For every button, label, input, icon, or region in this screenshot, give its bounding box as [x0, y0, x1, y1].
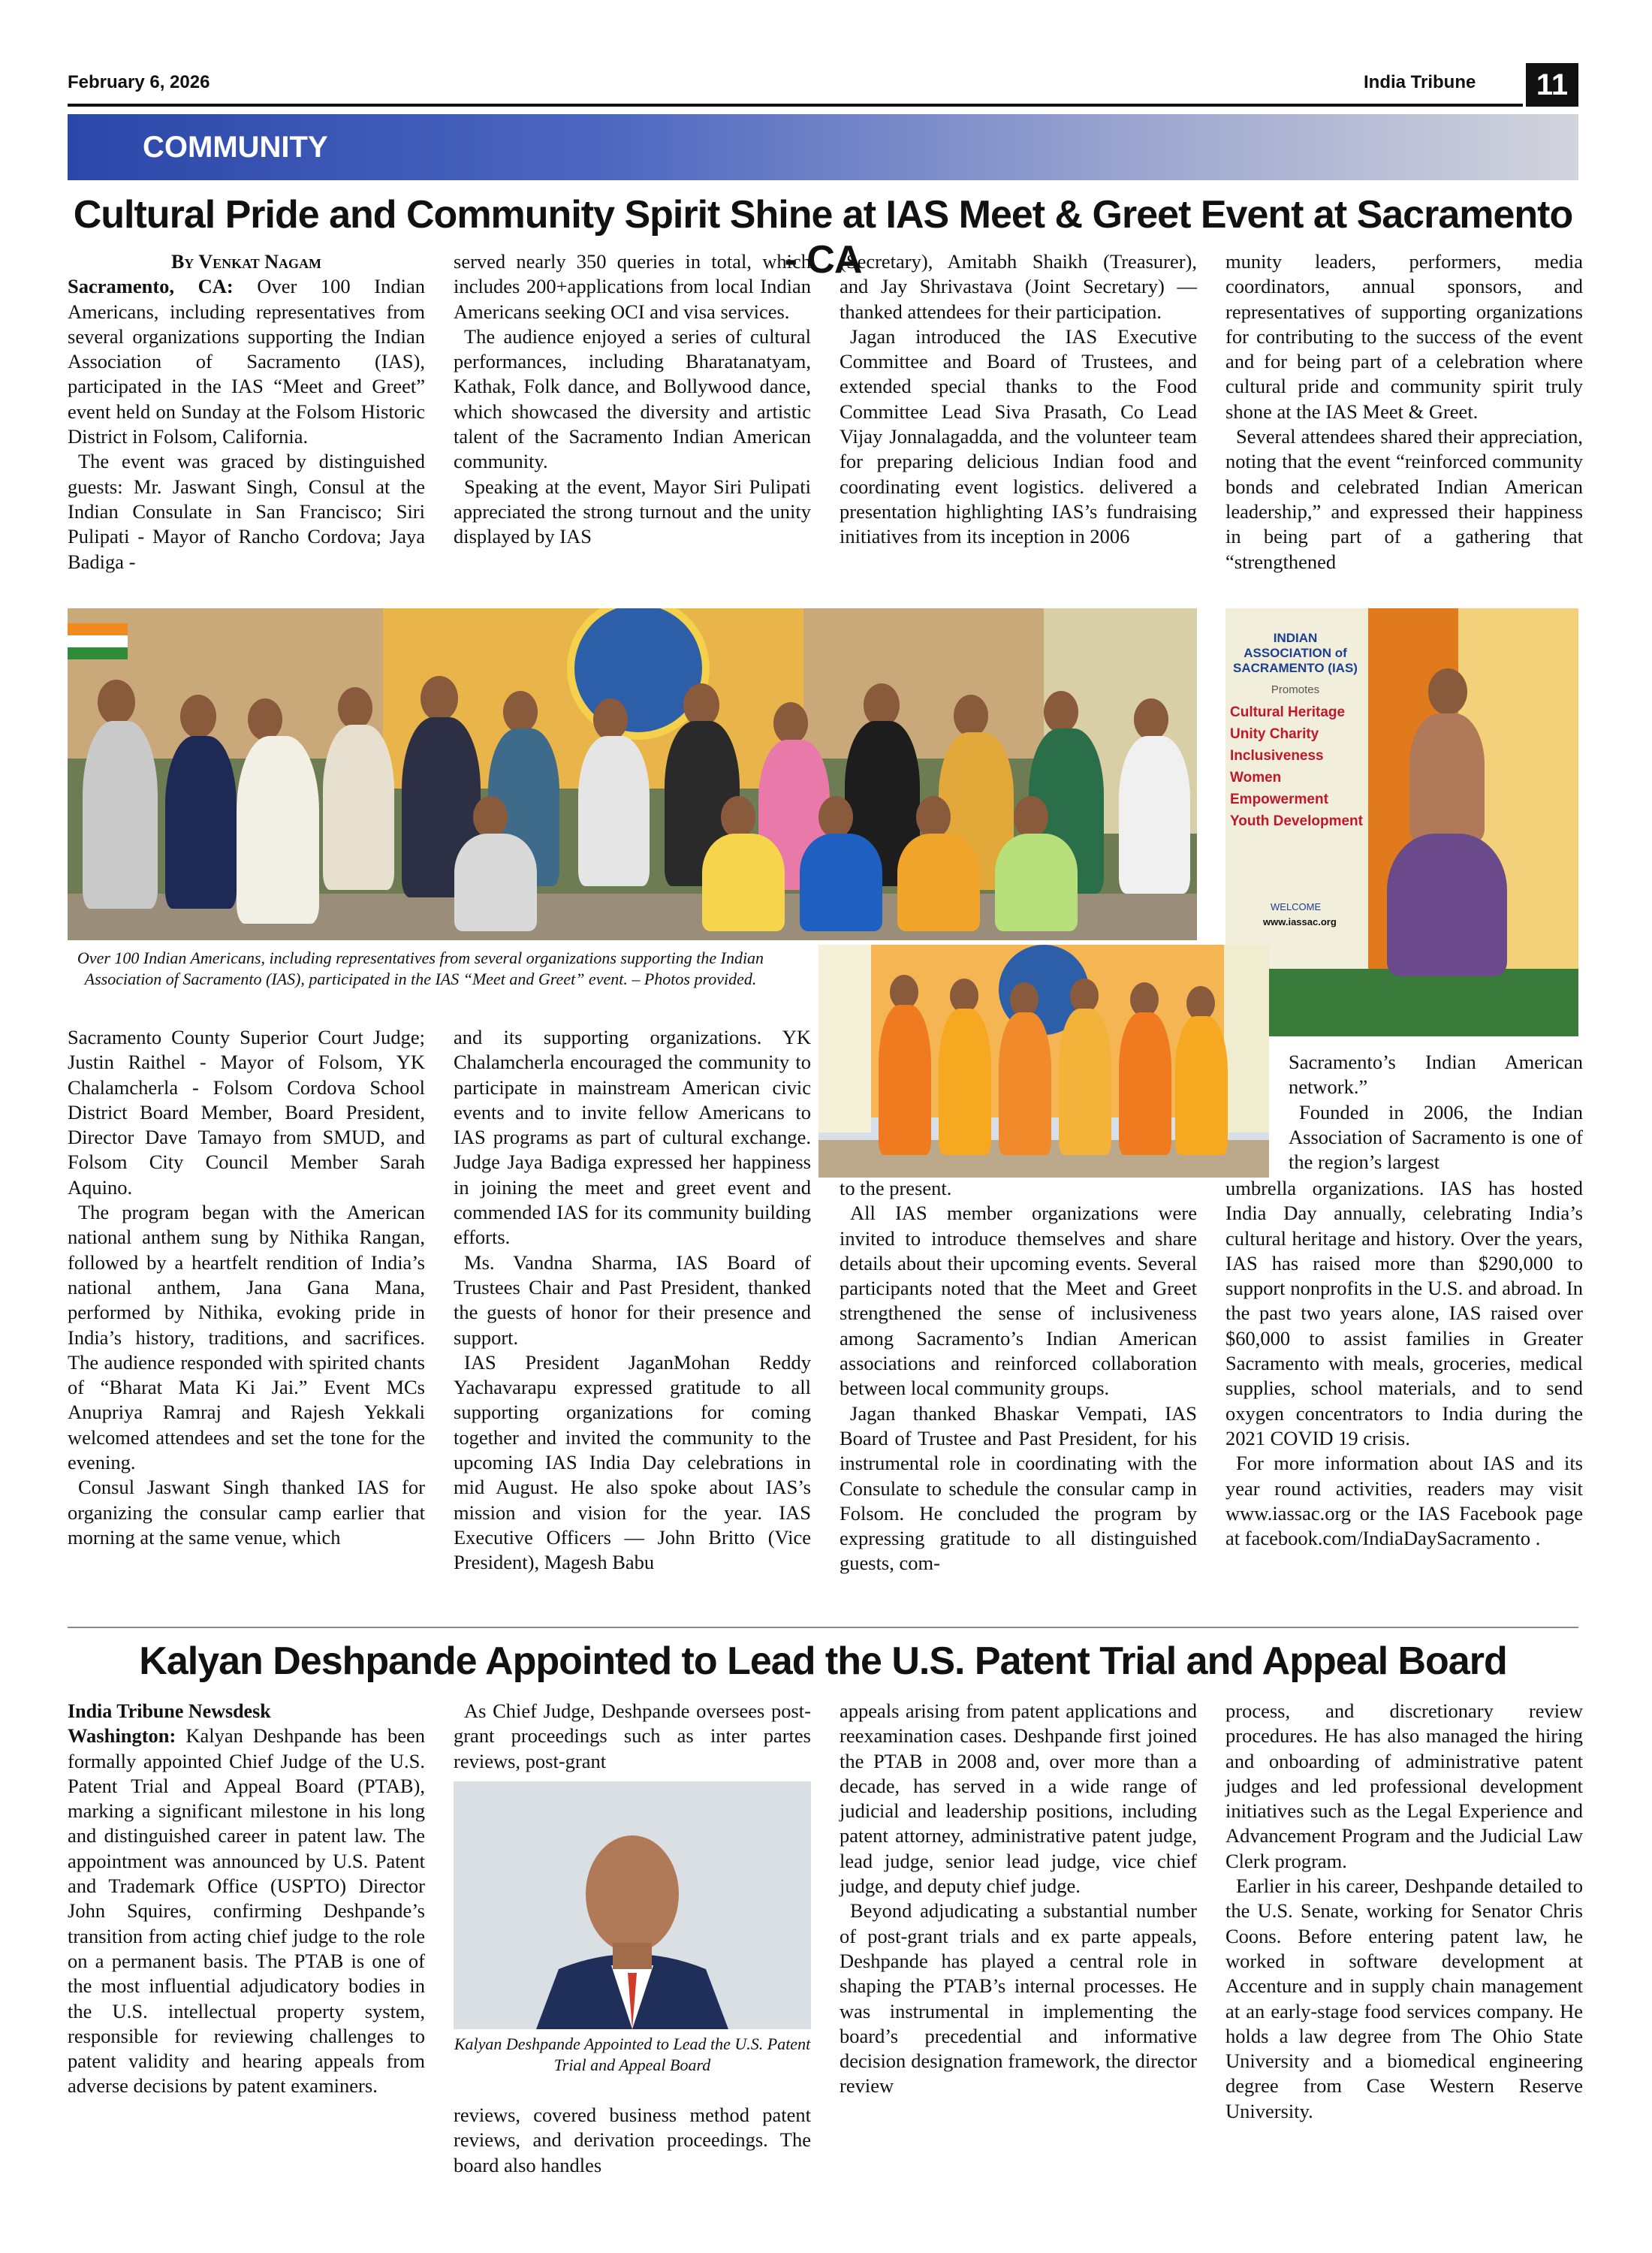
paragraph-text: The audience enjoyed a series of cultural performances, including Bharatanatyam, Kathak, Folk dance, and Bollywood dance, which showcased the diversity and artistic talent of the Sacramento Indian American community.: [454, 324, 811, 473]
issue-date: February 6, 2026: [68, 72, 210, 92]
paragraph-text: process, and discretionary review procedures. He has also managed the hiring and onboarding of administrative patent judges and led professional development initiatives such as the Legal Experience and Advancement Program and the Judicial Law Clerk program.: [1225, 1700, 1583, 1872]
dateline: Washington:: [68, 1724, 176, 1748]
paragraph-text: served nearly 350 queries in total, which includes 200+applications from local Indian Americans seeking OCI and visa services.: [454, 250, 811, 323]
banner-site: www.iassac.org: [1263, 916, 1337, 927]
paragraph: [840, 1401, 1197, 1576]
paragraph-text: to the present.: [840, 1177, 952, 1199]
article1-col4-wrap: [1289, 1050, 1583, 1175]
paragraph: [68, 1475, 425, 1550]
paragraph: [1289, 1100, 1583, 1175]
article1-col3: [840, 249, 1197, 550]
article1-col1: [68, 249, 425, 575]
group-photo-caption: Over 100 Indian Americans, including representatives from several organizations supporting the Indian Association of Sacramento (IAS), participated in the IAS “Meet and Greet” event. – Photos provided.: [77, 949, 764, 988]
article1-col1-lower: [68, 1025, 425, 1550]
article2-col1: [68, 1699, 425, 2099]
paragraph: [68, 1724, 425, 2098]
paragraph: [1225, 1699, 1583, 1874]
dancer-photo: [1225, 608, 1578, 1036]
paragraph: [68, 1025, 425, 1200]
paragraph: [454, 324, 811, 475]
paragraph-text: Several attendees shared their appreciation, noting that the event “reinforced community bonds and celebrated Indian American leadership,” and expressed their happiness in being part of a gathering that “strengthened: [1225, 425, 1583, 573]
article1-col2-lower: [454, 1025, 811, 1576]
paragraph-text: and its supporting organizations. YK Chalamcherla encouraged the community to participate in mainstream American civic events and to invite fellow Americans to IAS programs as part of cultural exchange. Judge Jaya Badiga expressed her happiness in joining the meet and greet event and commended IAS for its community building efforts.: [454, 1026, 811, 1249]
paragraph-text: Founded in 2006, the Indian Association of Sacramento is one of the region’s largest: [1289, 1100, 1583, 1174]
paragraph-text: The event was graced by distinguished guests: Mr. Jaswant Singh, Consul at the Indian Consulate in San Francisco; Siri Pulipati - Mayor of Rancho Cordova; Jaya Badiga -: [68, 450, 425, 573]
paragraph-text: Speaking at the event, Mayor Siri Pulipati appreciated the strong turnout and the unity displayed by IAS: [454, 475, 811, 548]
dancers-group-photo: [818, 945, 1269, 1178]
paragraph: [454, 1699, 811, 1774]
publication-name: India Tribune: [1364, 72, 1476, 92]
banner-value: Women Empowerment: [1230, 770, 1328, 807]
dateline: Sacramento, CA:: [68, 275, 234, 298]
paragraph: [454, 1350, 811, 1576]
paragraph: [68, 1200, 425, 1475]
paragraph-text: reviews, covered business method patent reviews, and derivation proceedings. The board also handles: [454, 2104, 811, 2176]
portrait-illustration: [454, 1781, 811, 2029]
paragraph-text: All IAS member organizations were invited to introduce themselves and share details about their upcoming events. Several participants noted that the Meet and Greet strengthened the sense of inclusiveness among Sacramento’s Indian American associations and reinforced collaboration between local community groups.: [840, 1202, 1197, 1400]
group-photo: [68, 608, 1197, 940]
article-divider: [68, 1627, 1578, 1628]
paragraph-text: Consul Jaswant Singh thanked IAS for organizing the consular camp earlier that morning at the same venue, which: [68, 1476, 425, 1549]
paragraph: [68, 274, 425, 449]
paragraph: [840, 1201, 1197, 1401]
article2-col4: [1225, 1699, 1583, 2124]
paragraph: [840, 324, 1197, 550]
paragraph: [454, 1250, 811, 1350]
paragraph-text: Jagan thanked Bhaskar Vempati, IAS Board of Trustee and Past President, for his instrumental role in coordinating with the Consulate to schedule the consular camp in Folsom. He concluded the program by expressing gratitude to all distinguished guests, com-: [840, 1401, 1197, 1575]
paragraph-text: (Secretary), Amitabh Shaikh (Treasurer), and Jay Shrivastava (Joint Secretary) — thanked attendees for their participation.: [840, 250, 1197, 323]
banner-value: Inclusiveness: [1230, 748, 1324, 764]
page-number: 11: [1526, 63, 1578, 107]
paragraph: [840, 249, 1197, 324]
paragraph: [840, 1699, 1197, 1899]
banner-promotes: Promotes: [1271, 683, 1320, 696]
paragraph-text: appeals arising from patent applications and reexamination cases. Deshpande first joined the PTAB in 2008 and, over more than a decade, has served in a wide range of judicial and leadership positions, including patent attorney, administrative patent judge, lead judge, senior lead judge, vice chief judge, and deputy chief judge.: [840, 1700, 1197, 1898]
paragraph-text: As Chief Judge, Deshpande oversees post-grant proceedings such as inter partes reviews, post-grant: [454, 1700, 811, 1772]
paragraph-text: Earlier in his career, Deshpande detailed to the U.S. Senate, working for Senator Chris Coons. Before entering patent law, he worked in software development at Accenture and in supply chain management at an early-stage food services company. He holds a law degree from The Ohio State University and a biomedical engineering degree from Case Western Reserve University.: [1225, 1874, 1583, 2122]
article2-col2-bottom: [454, 2103, 811, 2178]
section-band: [68, 114, 1578, 180]
banner-value: Youth Development: [1230, 813, 1363, 829]
paragraph: [840, 1176, 1197, 1201]
portrait-photo: [454, 1781, 811, 2029]
paragraph: [1225, 1874, 1583, 2124]
banner-value: Unity Charity: [1230, 726, 1319, 742]
paragraph: [1225, 1451, 1583, 1551]
paragraph-text: Sacramento County Superior Court Judge; Justin Raithel - Mayor of Folsom, YK Chalamcherla - Folsom Cordova School District Board Member, Board President, Director Dave Tamayo from SMUD, and Folsom City Council Member Sarah Aquino.: [68, 1026, 425, 1199]
paragraph: [1225, 1176, 1583, 1451]
banner-welcome: WELCOME: [1271, 901, 1322, 912]
paragraph-text: Ms. Vandna Sharma, IAS Board of Trustees Chair and Past President, thanked the guests of honor for their presence and support.: [454, 1250, 811, 1349]
article2-byline: India Tribune Newsdesk: [68, 1700, 271, 1722]
paragraph-text: umbrella organizations. IAS has hosted India Day annually, celebrating India’s cultural heritage and history. Over the years, IAS has raised more than $290,000 to support nonprofits in the U.S. and abroad. In the past two years alone, IAS raised over $60,000 to assist families in Greater Sacramento with meals, groceries, medical supplies, school materials, and to send oxygen concentrators to India during the 2021 COVID 19 crisis.: [1225, 1177, 1583, 1449]
banner-org: INDIAN ASSOCIATION of SACRAMENTO (IAS): [1233, 631, 1358, 675]
paragraph: [840, 1899, 1197, 2098]
portrait-caption: Kalyan Deshpande Appointed to Lead the U.S. Patent Trial and Appeal Board: [454, 2034, 811, 2074]
banner-values: [1230, 701, 1365, 832]
article1-col4: [1225, 249, 1583, 575]
article1-col4-lower: [1225, 1176, 1583, 1551]
paragraph: [1289, 1050, 1583, 1100]
paragraph-text: The program began with the American national anthem sung by Nithika Rangan, followed by a heartfelt rendition of India’s national anthem, Jana Gana Mana, performed by Nithika, evoking pride in India’s history, traditions, and sacrifices. The audience responded with spirited chants of “Bharat Mata Ki Jai.” Event MCs Anupriya Ramraj and Rajesh Yekkali welcomed attendees and set the tone for the evening.: [68, 1201, 425, 1474]
paragraph: [454, 2103, 811, 2178]
article1-col3-lower: [840, 1176, 1197, 1576]
paragraph: [68, 449, 425, 574]
paragraph: [1225, 249, 1583, 424]
article2-col2-top: [454, 1699, 811, 1774]
paragraph-text: Kalyan Deshpande has been formally appointed Chief Judge of the U.S. Patent Trial and Appeal Board (PTAB), marking a significant milestone in his long and distinguished career in patent law. The appointment was announced by U.S. Patent and Trademark Office (USPTO) Director John Squires, confirming Deshpande’s transition from acting chief judge to the role on a permanent basis. The PTAB is one of the most influential adjudicatory bodies in the U.S. intellectual property system, responsible for reviewing challenges to patent validity and hearing appeals from adverse decisions by patent examiners.: [68, 1724, 425, 2098]
paragraph-text: Beyond adjudicating a substantial number of post-grant trials and ex parte appeals, Deshpande has played a central role in shaping the PTAB’s internal processes. He was instrumental in implementing the board’s precedential and informative decision designation framework, the director review: [840, 1899, 1197, 2098]
article1-headline: Cultural Pride and Community Spirit Shine at IAS Meet & Greet Event at Sacramento - CA: [73, 193, 1573, 282]
paragraph: [1225, 424, 1583, 575]
paragraph-text: IAS President JaganMohan Reddy Yachavarapu expressed gratitude to all supporting organizations for coming together and invited the community to the upcoming IAS India Day celebrations in mid August. He also spoke about IAS’s mission and vision for the year. IAS Executive Officers — John Britto (Vice President), Magesh Babu: [454, 1350, 811, 1574]
article2-col3: [840, 1699, 1197, 2099]
article1-byline: By Venkat Nagam: [170, 251, 322, 273]
paragraph-text: Sacramento’s Indian American network.”: [1289, 1051, 1583, 1099]
paragraph-text: Over 100 Indian Americans, including representatives from several organizations supporting the Indian Association of Sacramento (IAS), participated in the IAS “Meet and Greet” event held on Sunday at the Folsom Historic District in Folsom, California.: [68, 275, 425, 448]
paragraph-text: Jagan introduced the IAS Executive Committee and Board of Trustees, and extended special thanks to the Food Committee Lead Siva Prasath, Co Lead Vijay Jonnalagadda, and the volunteer team for preparing delicious Indian food and coordinating event logistics. delivered a presentation highlighting IAS’s fundraising initiatives from its inception in 2006: [840, 324, 1197, 548]
paragraph: [454, 249, 811, 324]
header-rule: [68, 104, 1523, 107]
paragraph-text: For more information about IAS and its year round activities, readers may visit www.iassac.org or the IAS Facebook page at facebook.com/IndiaDaySacramento .: [1225, 1452, 1583, 1550]
paragraph: [454, 475, 811, 550]
article2-headline: Kalyan Deshpande Appointed to Lead the U.S. Patent Trial and Appeal Board: [139, 1639, 1507, 1683]
paragraph-text: munity leaders, performers, media coordinators, annual sponsors, and representatives of supporting organizations for contributing to the success of the event and for being part of a celebration where cultural pride and community spirit truly shone at the IAS Meet & Greet.: [1225, 250, 1583, 423]
section-label: COMMUNITY: [143, 131, 328, 164]
paragraph: [454, 1025, 811, 1250]
article1-col2: [454, 249, 811, 550]
banner-value: Cultural Heritage: [1230, 704, 1346, 720]
